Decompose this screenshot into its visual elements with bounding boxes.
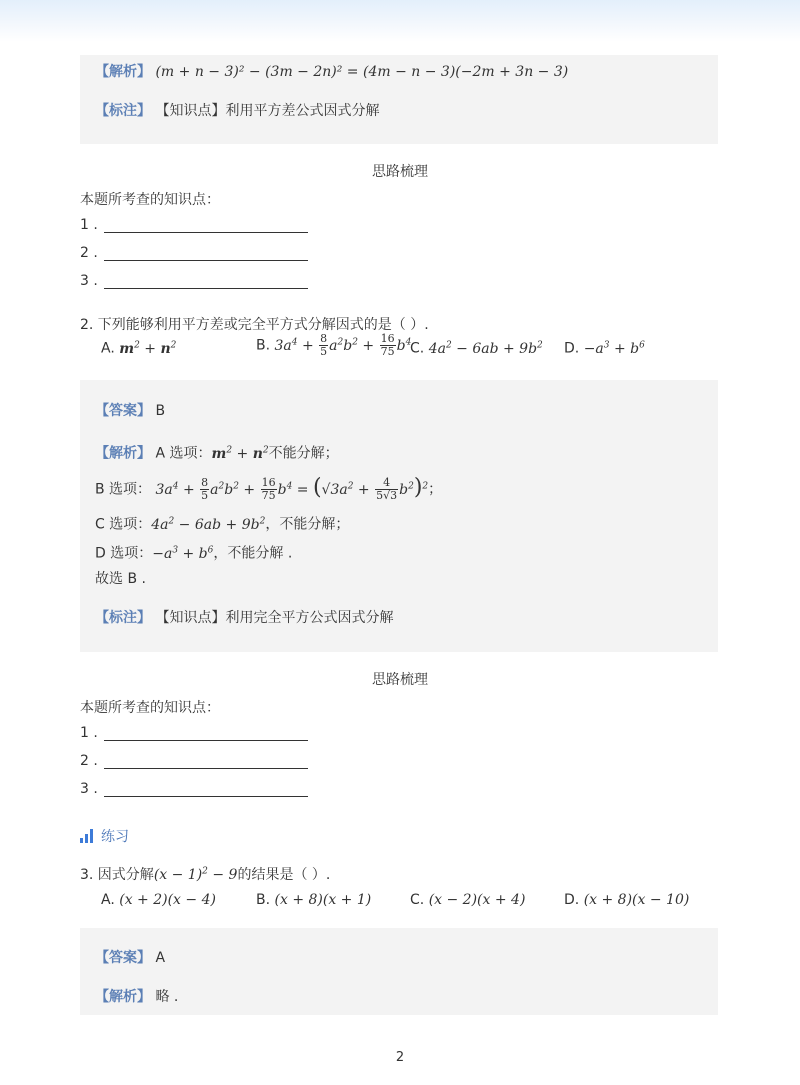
q2-option-b: B. $3a^4$ + $\frac{8}{5}$ $a^2b^2$ + $\frac{16}{75}$ $b^4$ (256, 332, 412, 358)
answer-value: B (155, 403, 166, 419)
conclusion-line: 故选 B . (95, 571, 146, 587)
review-item-3: 3 . (80, 273, 308, 289)
q2-option-d: D. $-a^3 + b^6$ (564, 340, 645, 357)
annotation-text: 【知识点】利用完全平方公式因式分解 (155, 610, 394, 626)
solution-b-line: B 选项： $3a^4$ + $\frac{8}{5}$ $a^2b^2$ + $\frac{16}{75}$ $b^4 = (√3a^2$ + $\frac{4}{5√3}$ $b^2)^2$； (95, 474, 443, 503)
blank-line[interactable] (104, 754, 308, 769)
page-number: 2 (395, 1050, 405, 1065)
section-title: 练习 (101, 829, 129, 845)
annotation-text: 【知识点】利用平方差公式因式分解 (155, 103, 380, 119)
review-intro: 本题所考查的知识点： (80, 700, 220, 716)
annotation-line (95, 608, 393, 628)
q3-option-a: A. (x + 2)(x − 4) (101, 892, 216, 908)
analysis-label: 【解析】 (95, 64, 151, 80)
blank-line[interactable] (104, 274, 308, 289)
q3-option-b: B. (x + 8)(x + 1) (256, 892, 372, 908)
annotation-line (95, 101, 379, 121)
review-heading: 思路梳理 (372, 164, 428, 180)
practice-section-heading (80, 826, 129, 846)
analysis-line: 【解析】 A 选项：$m^2 + n^2$不能分解； (95, 445, 339, 462)
q3-option-c: C. (x − 2)(x + 4) (410, 892, 526, 908)
annotation-label: 【标注】 (95, 610, 151, 626)
answer-line (95, 948, 165, 968)
answer-value: A (155, 950, 166, 966)
solution-d-line: D 选项：$-a^3 + b^6$，不能分解 . (95, 545, 293, 562)
answer-label: 【答案】 (95, 950, 151, 966)
question-3-stem: 3. 因式分解$(x - 1)^2 - 9$的结果是（ ）. (80, 866, 331, 883)
blank-line[interactable] (104, 246, 308, 261)
annotation-label: 【标注】 (95, 103, 151, 119)
analysis-text: 略 . (155, 989, 179, 1005)
review-item-1: 1 . (80, 725, 308, 741)
analysis-line (95, 62, 568, 82)
review-intro: 本题所考查的知识点： (80, 192, 220, 208)
top-header-band (0, 0, 800, 42)
bar-chart-icon (80, 829, 93, 843)
solution-c-line: C 选项：$4a^2 - 6ab + 9b^2$，不能分解； (95, 516, 350, 533)
answer-line (95, 401, 165, 421)
blank-line[interactable] (104, 218, 308, 233)
analysis-formula: (m + n − 3)² − (3m − 2n)² = (4m − n − 3)(−2m + 3n − 3) (155, 64, 569, 80)
q2-option-a: A. $m^2 + n^2$ (101, 340, 177, 357)
review-heading: 思路梳理 (372, 672, 428, 688)
review-item-1: 1 . (80, 217, 308, 233)
q3-option-d: D. (x + 8)(x − 10) (564, 892, 690, 908)
review-item-2: 2 . (80, 753, 308, 769)
review-item-2: 2 . (80, 245, 308, 261)
question-2-stem: 2. 下列能够利用平方差或完全平方式分解因式的是（ ）. (80, 317, 429, 333)
analysis-line (95, 987, 178, 1007)
review-item-3: 3 . (80, 781, 308, 797)
q2-option-c: C. $4a^2 - 6ab + 9b^2$ (410, 340, 543, 357)
blank-line[interactable] (104, 782, 308, 797)
analysis-label: 【解析】 (95, 445, 151, 462)
blank-line[interactable] (104, 726, 308, 741)
analysis-label: 【解析】 (95, 989, 151, 1005)
answer-label: 【答案】 (95, 403, 151, 419)
